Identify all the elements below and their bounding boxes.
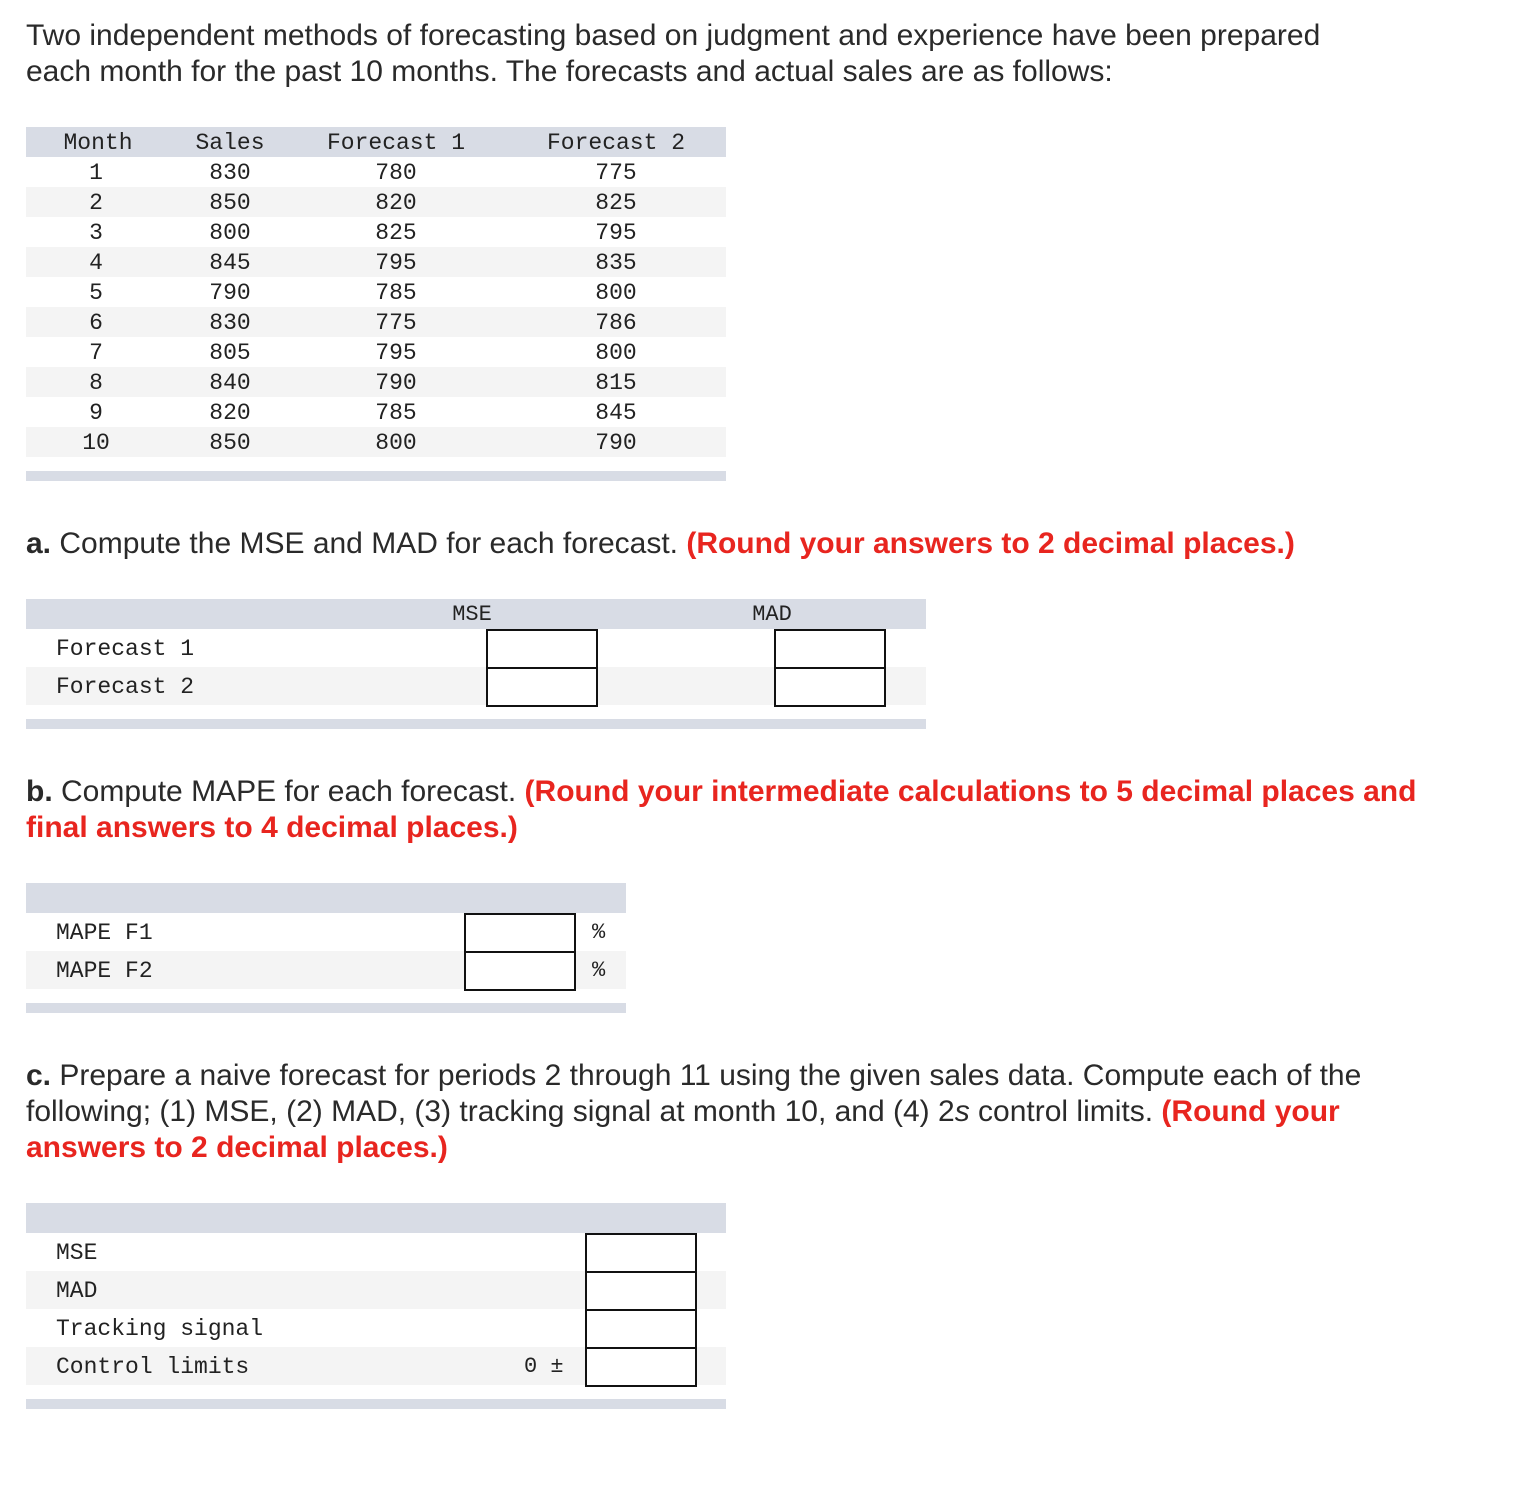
part-c-answer-table	[26, 1203, 726, 1409]
answer-row-mse	[26, 1233, 726, 1271]
forecast-2-cell: 786	[595, 310, 637, 336]
mse-forecast-2-input[interactable]	[486, 667, 598, 707]
part-b-letter: b.	[26, 775, 53, 808]
part-c-question	[26, 1058, 1361, 1166]
row-label-forecast-2: Forecast 2	[56, 674, 195, 700]
forecast-1-cell: 785	[375, 400, 417, 426]
intro-text	[26, 18, 1320, 90]
row-label-forecast-1: Forecast 1	[56, 636, 195, 662]
header-mse: MSE	[452, 602, 492, 627]
row-label-mad: MAD	[56, 1278, 98, 1304]
header-mad: MAD	[752, 602, 792, 627]
sales-cell: 805	[209, 340, 251, 366]
answer-row-mad	[26, 1271, 726, 1309]
forecast-1-cell: 775	[375, 310, 417, 336]
mad-forecast-1-input[interactable]	[774, 629, 886, 669]
mape-f1-input[interactable]	[464, 913, 576, 953]
sales-cell: 830	[209, 160, 251, 186]
row-label-control-limits: Control limits	[56, 1354, 250, 1380]
row-label-mape-f2: MAPE F2	[56, 958, 153, 984]
table-row	[26, 187, 726, 217]
forecast-2-cell: 795	[595, 220, 637, 246]
forecast-1-cell: 825	[375, 220, 417, 246]
forecast-2-cell: 835	[595, 250, 637, 276]
month-cell: 6	[89, 310, 103, 336]
header-forecast-1: Forecast 1	[326, 130, 466, 156]
part-c-footer-bar	[26, 1399, 726, 1409]
month-cell: 9	[89, 400, 103, 426]
month-cell: 10	[82, 430, 110, 456]
forecast-1-cell: 795	[375, 340, 417, 366]
table-header	[26, 127, 726, 157]
part-b-text: Compute MAPE for each forecast.	[52, 775, 525, 808]
table-row	[26, 217, 726, 247]
forecast-2-cell: 800	[595, 280, 637, 306]
part-b-footer-bar	[26, 1003, 626, 1013]
forecast-1-cell: 780	[375, 160, 417, 186]
sales-cell: 800	[209, 220, 251, 246]
part-a-text: Compute the MSE and MAD for each forecast.	[51, 527, 687, 560]
part-b-rounding-note-2: final answers to 4 decimal places.)	[26, 811, 518, 844]
forecast-2-cell: 815	[595, 370, 637, 396]
mse-forecast-1-input[interactable]	[486, 629, 598, 669]
part-c-text-2b: control limits.	[969, 1095, 1162, 1128]
part-c-rounding-note-1: (Round your	[1161, 1095, 1340, 1128]
forecast-2-cell: 775	[595, 160, 637, 186]
forecast-1-cell: 820	[375, 190, 417, 216]
part-a-header	[26, 599, 926, 629]
sales-cell: 840	[209, 370, 251, 396]
table-row	[26, 277, 726, 307]
part-c-letter: c.	[26, 1059, 52, 1092]
forecast-2-cell: 825	[595, 190, 637, 216]
sales-cell: 850	[209, 430, 251, 456]
answer-row-control-limits	[26, 1347, 726, 1385]
forecast-1-cell: 790	[375, 370, 417, 396]
table-footer-bar	[26, 471, 726, 481]
header-forecast-2: Forecast 2	[546, 130, 686, 156]
table-row	[26, 397, 726, 427]
forecast-1-cell: 795	[375, 250, 417, 276]
forecast-2-cell: 845	[595, 400, 637, 426]
forecast-2-cell: 790	[595, 430, 637, 456]
row-label-mse: MSE	[56, 1240, 98, 1266]
control-limits-input[interactable]	[585, 1347, 697, 1387]
percent-unit: %	[592, 920, 606, 945]
part-b-question	[26, 774, 1416, 846]
month-cell: 8	[89, 370, 103, 396]
sales-cell: 845	[209, 250, 251, 276]
table-row	[26, 307, 726, 337]
answer-row-forecast-1	[26, 629, 926, 667]
sales-cell: 790	[209, 280, 251, 306]
month-cell: 2	[89, 190, 103, 216]
month-cell: 5	[89, 280, 103, 306]
table-row	[26, 247, 726, 277]
part-c-rounding-note-2: answers to 2 decimal places.)	[26, 1131, 448, 1164]
month-cell: 3	[89, 220, 103, 246]
mape-f2-input[interactable]	[464, 951, 576, 991]
table-row	[26, 157, 726, 187]
answer-row-tracking-signal	[26, 1309, 726, 1347]
sales-cell: 820	[209, 400, 251, 426]
row-label-tracking-signal: Tracking signal	[56, 1316, 264, 1342]
part-a-letter: a.	[26, 527, 52, 560]
percent-unit: %	[592, 958, 606, 983]
table-row	[26, 427, 726, 457]
part-b-answer-table	[26, 883, 626, 1013]
part-c-text-2a: following; (1) MSE, (2) MAD, (3) tracking signal at month 10, and (4) 2	[26, 1095, 955, 1128]
naive-mad-input[interactable]	[585, 1271, 697, 1311]
row-label-mape-f1: MAPE F1	[56, 920, 153, 946]
header-month: Month	[63, 130, 133, 156]
intro-line-2: each month for the past 10 months. The forecasts and actual sales are as follows:	[26, 55, 1113, 88]
forecast-data-table	[26, 127, 726, 481]
table-row	[26, 367, 726, 397]
intro-line-1: Two independent methods of forecasting based on judgment and experience have been prepared	[26, 19, 1321, 52]
part-c-text-1: Prepare a naive forecast for periods 2 through 11 using the given sales data. Compute each of the	[51, 1059, 1362, 1092]
answer-row-mape-f1	[26, 913, 626, 951]
part-c-text-2-italic: s	[954, 1095, 970, 1128]
forecast-1-cell: 800	[375, 430, 417, 456]
header-sales: Sales	[195, 130, 265, 156]
part-a-question	[26, 526, 1295, 562]
month-cell: 7	[89, 340, 103, 366]
forecast-2-cell: 800	[595, 340, 637, 366]
part-b-header	[26, 883, 626, 913]
month-cell: 4	[89, 250, 103, 276]
answer-row-mape-f2	[26, 951, 626, 989]
sales-cell: 850	[209, 190, 251, 216]
part-c-header	[26, 1203, 726, 1233]
control-limits-prefix: 0 ±	[524, 1354, 564, 1379]
forecast-1-cell: 785	[375, 280, 417, 306]
naive-mse-input[interactable]	[585, 1233, 697, 1273]
table-row	[26, 337, 726, 367]
tracking-signal-input[interactable]	[585, 1309, 697, 1349]
mad-forecast-2-input[interactable]	[774, 667, 886, 707]
month-cell: 1	[89, 160, 103, 186]
part-b-rounding-note-1: (Round your intermediate calculations to 5 decimal places and	[524, 775, 1417, 808]
part-a-rounding-note: (Round your answers to 2 decimal places.)	[686, 527, 1295, 560]
sales-cell: 830	[209, 310, 251, 336]
answer-row-forecast-2	[26, 667, 926, 705]
part-a-footer-bar	[26, 719, 926, 729]
part-a-answer-table	[26, 599, 926, 729]
